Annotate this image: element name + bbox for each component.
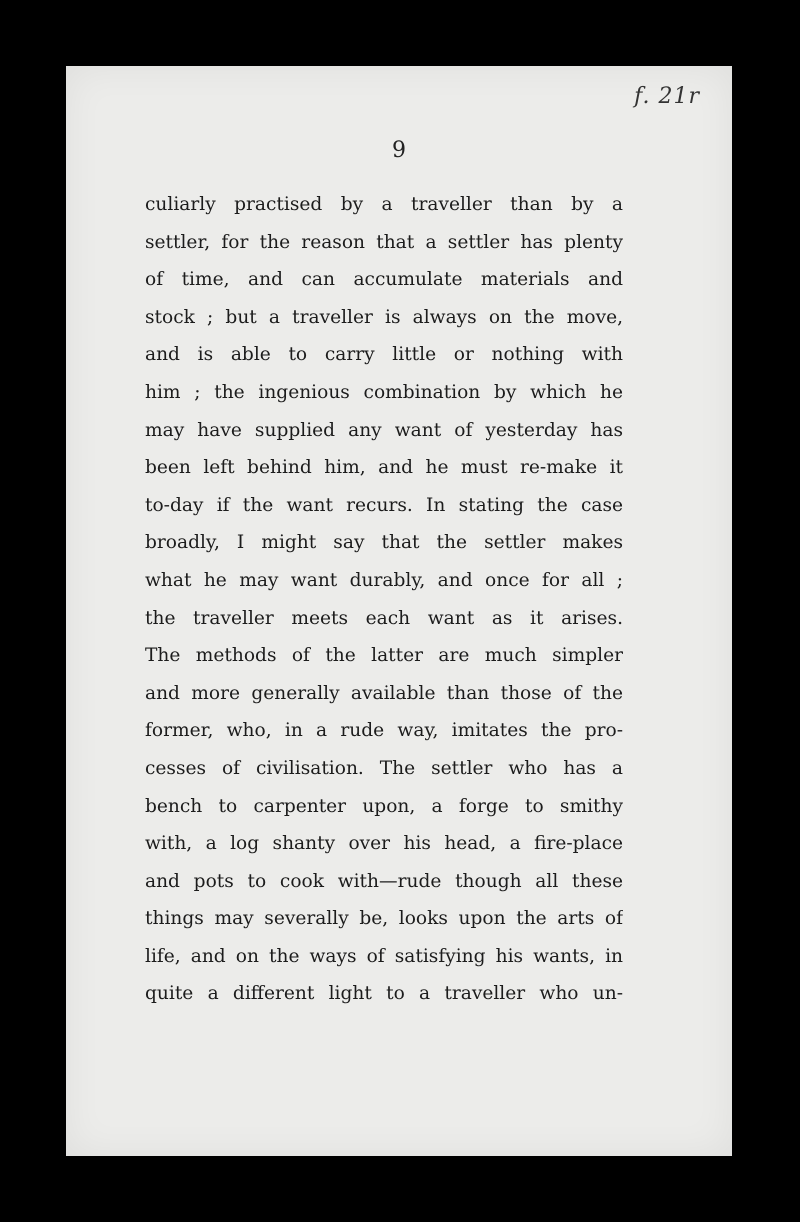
text-line: cesses of civilisation. The settler who has a [145, 757, 623, 779]
page-number: 9 [392, 138, 406, 163]
text-line: and more generally available than those of the [145, 682, 623, 704]
text-line: former, who, in a rude way, imitates the pro- [145, 720, 623, 742]
body-text [145, 186, 623, 1013]
text-line: stock ; but a traveller is always on the move, [145, 306, 623, 328]
text-line: him ; the ingenious combination by which he [145, 381, 623, 403]
text-line: of time, and can accumulate materials and [145, 269, 623, 291]
text-line: life, and on the ways of satisfying his wants, in [145, 945, 623, 967]
text-line: and pots to cook with—rude though all these [145, 870, 623, 892]
text-line: the traveller meets each want as it arises. [145, 607, 623, 629]
text-line: what he may want durably, and once for all ; [145, 569, 623, 591]
text-line: quite a different light to a traveller who un- [145, 983, 623, 1005]
book-page [66, 66, 732, 1156]
text-line: things may severally be, looks upon the arts of [145, 908, 623, 930]
text-line: broadly, I might say that the settler makes [145, 532, 623, 554]
text-line: may have supplied any want of yesterday has [145, 419, 623, 441]
text-line: The methods of the latter are much simpler [145, 645, 623, 667]
text-line: and is able to carry little or nothing with [145, 344, 623, 366]
text-line: been left behind him, and he must re-make it [145, 457, 623, 479]
text-line: settler, for the reason that a settler has plenty [145, 231, 623, 253]
text-line: bench to carpenter upon, a forge to smithy [145, 795, 623, 817]
text-line: culiarly practised by a traveller than by a [145, 194, 623, 215]
folio-mark: f. 21r [634, 84, 700, 109]
text-line: to-day if the want recurs. In stating the case [145, 494, 623, 516]
text-line: with, a log shanty over his head, a fire-place [145, 833, 623, 855]
